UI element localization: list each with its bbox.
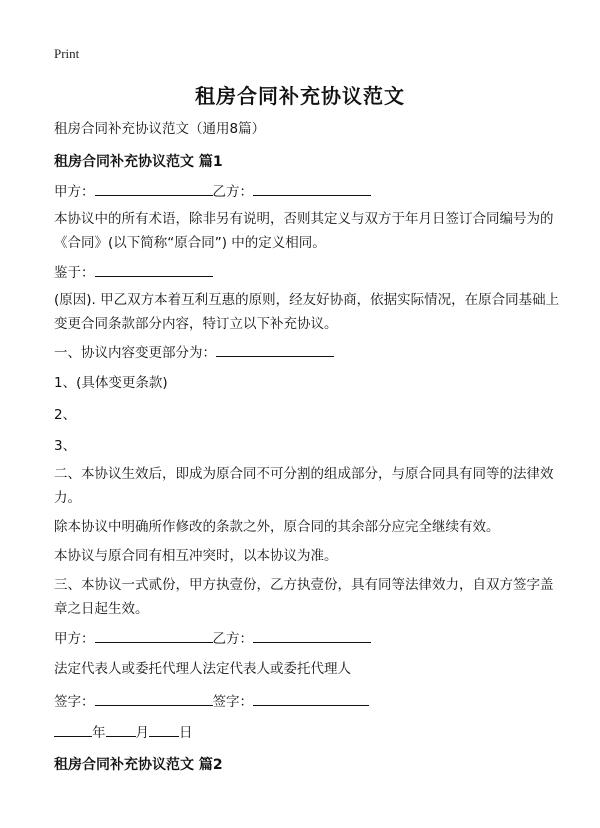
- sign-blank-a: [95, 691, 213, 706]
- representatives-line: 法定代表人或委托代理人法定代表人或委托代理人: [54, 661, 351, 677]
- date-year: 年: [92, 725, 106, 741]
- other-terms-paragraph: 除本协议中明确所作修改的条款之外，原合同的其余部分应完全继续有效。: [54, 519, 500, 535]
- sign-blank-b: [253, 691, 369, 706]
- section2-heading: 租房合同补充协议范文 篇2: [54, 757, 223, 773]
- reason-paragraph: (原因). 甲乙双方本着互利互惠的原则，经友好协商，依据实际情况，在原合同基础上变更合同条款部分内容，特订立以下补充协议。: [54, 292, 560, 332]
- page-title: 租房合同补充协议范文: [195, 84, 405, 108]
- party-a-blank-2: [95, 628, 213, 643]
- month-blank: [106, 722, 136, 737]
- subtitle: 租房合同补充协议范文（通用8篇）: [54, 121, 266, 137]
- whereas-blank: [95, 262, 213, 277]
- party-b-label: 乙方：: [212, 184, 253, 200]
- clause-1: 1、(具体变更条款): [54, 375, 168, 391]
- party-b-blank-2: [253, 628, 371, 643]
- copies-paragraph: 三、本协议一式贰份，甲方执壹份，乙方执壹份，具有同等法律效力，自双方签字盖章之日起生效。: [54, 577, 554, 617]
- clause-2: 2、: [54, 407, 77, 423]
- whereas-row: [54, 262, 213, 284]
- party-a-label-2: 甲方：: [54, 631, 95, 647]
- parties-row: [54, 181, 371, 203]
- item-one-blank: [216, 342, 334, 357]
- item-one-label: 一、协议内容变更部分为：: [54, 345, 216, 361]
- party-a-label: 甲方：: [54, 184, 95, 200]
- sign-label-a: 签字：: [54, 694, 95, 710]
- date-row: [54, 722, 193, 744]
- section1-heading: 租房合同补充协议范文 篇1: [54, 154, 223, 170]
- party-a-blank: [95, 181, 213, 196]
- parties-row-2: [54, 628, 371, 650]
- sign-label-b: 签字：: [212, 694, 253, 710]
- signature-row: [54, 691, 369, 713]
- party-b-label-2: 乙方：: [212, 631, 253, 647]
- party-b-blank: [253, 181, 371, 196]
- whereas-label: 鉴于：: [54, 265, 95, 281]
- clause-3: 3、: [54, 438, 77, 454]
- date-day: 日: [179, 725, 193, 741]
- date-month: 月: [135, 725, 149, 741]
- conflict-paragraph: 本协议与原合同有相互冲突时，以本协议为准。: [54, 548, 338, 564]
- day-blank: [149, 722, 179, 737]
- effect-paragraph: 二、本协议生效后，即成为原合同不可分割的组成部分，与原合同具有同等的法律效力。: [54, 466, 554, 506]
- year-blank: [54, 722, 92, 737]
- item-one-row: [54, 342, 334, 364]
- print-link[interactable]: Print: [54, 46, 80, 61]
- terms-paragraph: 本协议中的所有术语，除非另有说明，否则其定义与双方于年月日签订合同编号为的《合同》(以下简称“原合同”) 中的定义相同。: [54, 211, 554, 251]
